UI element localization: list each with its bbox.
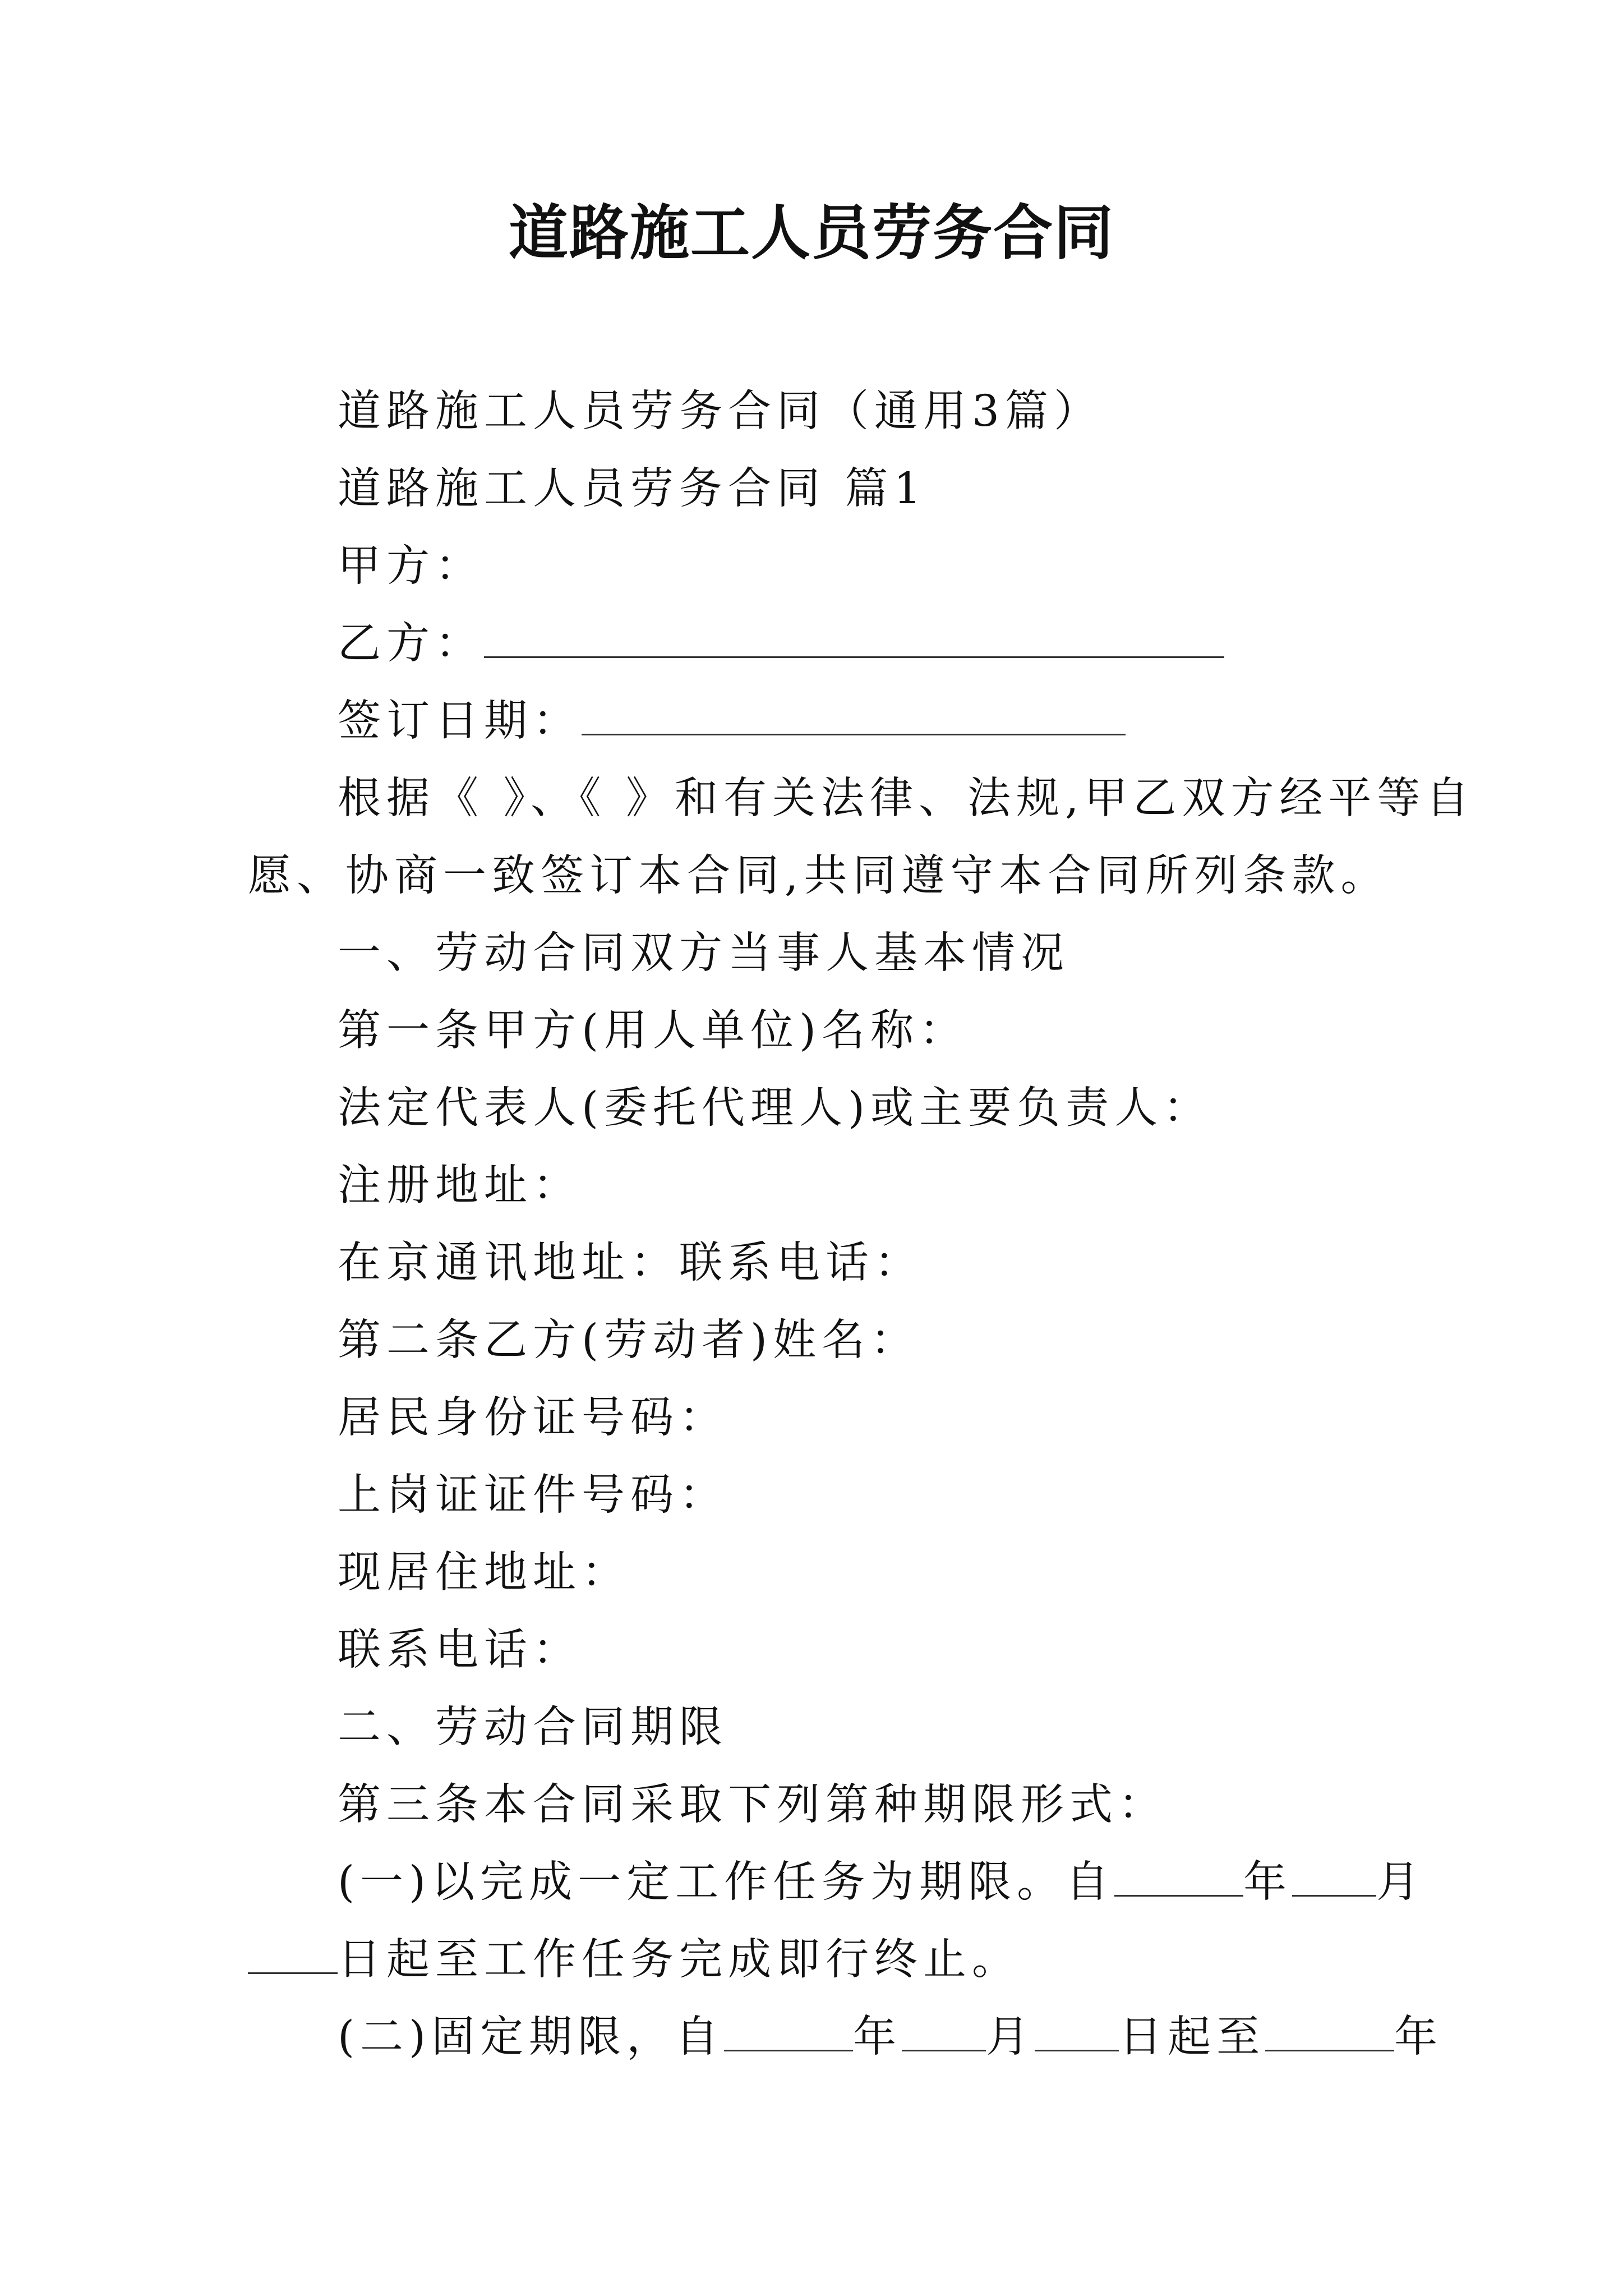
year-blank (1114, 1856, 1243, 1897)
party-b-label: 乙方： (338, 619, 484, 669)
year-label: 年 (853, 2012, 902, 2062)
day-blank (248, 1933, 338, 1974)
term-option-1-end-text: 日起至工作任务完成即行终止。 (338, 1935, 1021, 1985)
sign-date-label: 签订日期： (338, 696, 582, 746)
sign-date-blank (582, 694, 1126, 735)
clause-line: 居民身份证号码： (338, 1393, 728, 1443)
paragraph-line: 愿、协商一致签订本合同,共同遵守本合同所列条款。 (248, 851, 1390, 901)
clause-line: 第一条甲方(用人单位)名称： (338, 1006, 969, 1056)
day-from-label: 日起至 (1119, 2012, 1266, 2062)
clause-line: 法定代表人(委托代理人)或主要负责人： (338, 1083, 1212, 1133)
year-blank (724, 2010, 853, 2051)
clause-line: 注册地址： (338, 1161, 582, 1211)
sign-date-line (248, 683, 1386, 760)
party-a-line: 甲方： (338, 541, 484, 591)
section-heading: 一、劳动合同双方当事人基本情况 (338, 928, 1069, 978)
clause-line: 联系电话： (338, 1625, 582, 1675)
paragraph-line: 根据《 》、《 》和有关法律、法规,甲乙双方经平等自 (338, 774, 1475, 823)
document-body (248, 373, 1475, 2076)
document-title: 道路施工人员劳务合同 (509, 197, 1114, 268)
year-label: 年 (1243, 1857, 1293, 1907)
clause-line: 上岗证证件号码： (338, 1470, 728, 1520)
month-blank (1292, 1856, 1376, 1897)
year-blank (1265, 2010, 1394, 2051)
day-blank (1035, 2010, 1119, 2051)
term-option-1-text: (一)以完成一定工作任务为期限。自 (338, 1857, 1115, 1907)
month-blank (902, 2010, 986, 2051)
term-option-2-line (248, 1999, 1444, 2076)
clause-line: 在京通讯地址：联系电话： (338, 1238, 923, 1288)
term-option-2-text: (二)固定期限，自 (338, 2012, 725, 2062)
month-label: 月 (986, 2012, 1035, 2062)
month-label: 月 (1376, 1857, 1426, 1907)
year-label: 年 (1394, 2012, 1444, 2062)
section-heading: 二、劳动合同期限 (338, 1703, 728, 1752)
clause-line: 第三条本合同采取下列第种期限形式： (338, 1780, 1167, 1830)
section-heading-1: 道路施工人员劳务合同 篇1 (338, 464, 927, 514)
clause-line: 现居住地址： (338, 1548, 630, 1598)
term-option-1-cont-line (248, 1921, 1386, 1999)
term-option-1-line (248, 1844, 1426, 1921)
subtitle-line: 道路施工人员劳务合同（通用3篇） (338, 386, 1103, 436)
party-b-blank (484, 617, 1224, 658)
party-b-line (248, 605, 1386, 683)
clause-line: 第二条乙方(劳动者)姓名： (338, 1315, 920, 1365)
